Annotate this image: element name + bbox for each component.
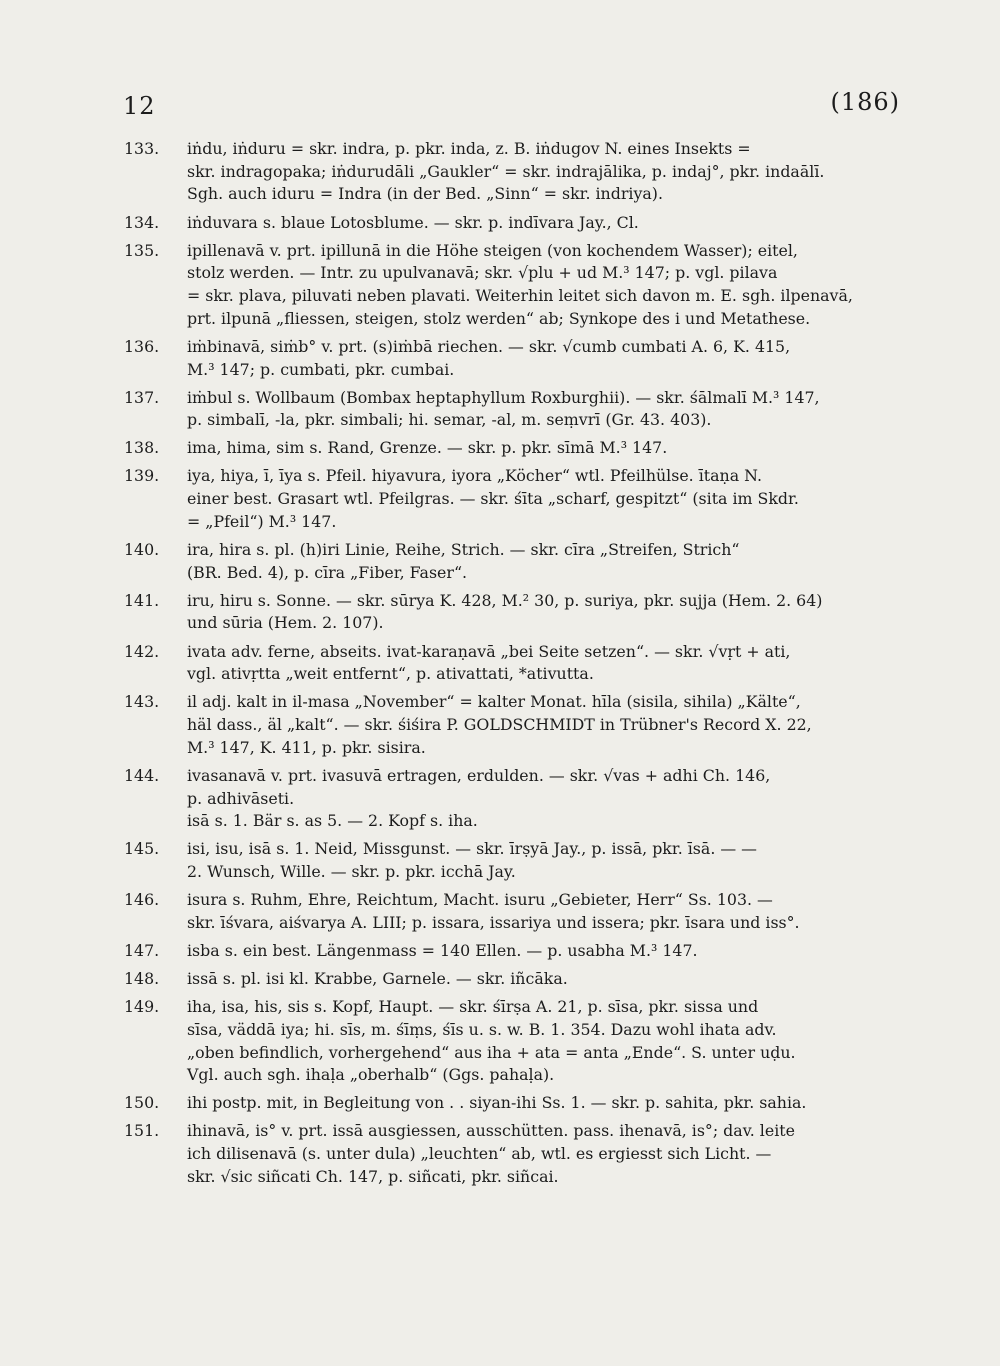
- entry-number: 144.: [124, 765, 160, 785]
- dictionary-entry: [124, 336, 909, 381]
- dictionary-entry: [124, 940, 909, 963]
- entry-number: 134.: [124, 212, 160, 232]
- entry-number: 142.: [124, 641, 160, 661]
- dictionary-entry: [124, 437, 909, 460]
- dictionary-entry: [124, 1120, 909, 1188]
- dictionary-entry: [124, 889, 909, 934]
- entry-text: iṅdu, iṅduru = skr. indra, p. pkr. inda, z. B. iṅdugov N. eines Insekts = skr. indragopaka; iṅdurudāli „Gaukler“ = skr. indrajālika, p. indaj°, pkr. indaālī. Sgh. auch iduru = Indra (in der Bed. „Sinn“ = skr. indriya).: [187, 139, 825, 204]
- dictionary-entry: [124, 590, 909, 635]
- page-number: 12: [123, 92, 156, 120]
- entry-number: 138.: [124, 438, 160, 458]
- entry-text: ivata adv. ferne, abseits. ivat-karaṇavā „bei Seite setzen“. — skr. √vṛt + ati, vgl. ativṛtta „weit entfernt“, p. ativattati, *ativutta.: [187, 641, 791, 684]
- entry-number: 139.: [124, 466, 160, 486]
- dictionary-entry: [124, 968, 909, 991]
- entry-number: 141.: [124, 590, 160, 610]
- entry-number: 147.: [124, 940, 160, 960]
- entry-text: isba s. ein best. Längenmass = 140 Ellen. — p. usabha M.³ 147.: [187, 940, 698, 960]
- entry-number: 136.: [124, 336, 160, 356]
- entry-text: issā s. pl. isi kl. Krabbe, Garnele. — skr. iñcāka.: [187, 969, 568, 989]
- dictionary-entry: [124, 765, 909, 833]
- entry-text: ihinavā, is° v. prt. issā ausgiessen, ausschütten. pass. ihenavā, is°; dav. leite ich dilisenavā (s. unter dula) „leuchten“ ab, wtl. es ergiesst sich Licht. — skr. √sic siñcati Ch. 147, p. siñcati, pkr. siñcai.: [187, 1121, 795, 1186]
- entry-number: 151.: [124, 1121, 160, 1141]
- entry-number: 140.: [124, 539, 160, 559]
- entry-text: iṁbul s. Wollbaum (Bombax heptaphyllum Roxburghii). — skr. śālmalī M.³ 147, p. simbalī, -la, pkr. simbali; hi. semar, -al, m. seṃvrī (Gr. 43. 403).: [187, 387, 820, 430]
- entry-number: 133.: [124, 139, 160, 158]
- dictionary-entry: [124, 996, 909, 1087]
- entry-number: 148.: [124, 969, 160, 989]
- dictionary-entry: [124, 641, 909, 686]
- dictionary-entry: [124, 691, 909, 759]
- dictionary-entry: [124, 138, 909, 206]
- dictionary-entries: [124, 138, 909, 1194]
- entry-number: 149.: [124, 997, 160, 1017]
- dictionary-entry: [124, 212, 909, 235]
- entry-number: 143.: [124, 692, 160, 712]
- dictionary-entry: [124, 465, 909, 533]
- entry-text: ima, hima, sim s. Rand, Grenze. — skr. p. pkr. sīmā M.³ 147.: [187, 438, 668, 458]
- dictionary-entry: [124, 539, 909, 584]
- page-number-parenthetical: (186): [830, 88, 900, 116]
- entry-number: 137.: [124, 387, 160, 407]
- entry-text: iṅduvara s. blaue Lotosblume. — skr. p. indīvara Jay., Cl.: [187, 212, 639, 232]
- entry-text: ira, hira s. pl. (h)iri Linie, Reihe, Strich. — skr. cīra „Streifen, Strich“ (BR. Bed. 4), p. cīra „Fiber, Faser“.: [187, 539, 740, 582]
- entry-text: il adj. kalt in il-masa „November“ = kalter Monat. hīla (sisila, sihila) „Kälte“, häl dass., äl „kalt“. — skr. śiśira P. GOLDSCHMIDT in Trübner's Record X. 22, M.³ 147, K. 411, p. pkr. sisira.: [187, 692, 812, 757]
- entry-text: ipillenavā v. prt. ipillunā in die Höhe steigen (von kochendem Wasser); eitel, stolz werden. — Intr. zu upulvanavā; skr. √plu + ud M.³ 147; p. vgl. pilava = skr. plava, piluvati neben plavati. Weiterhin leitet sich davon m. E. sgh. ilpenavā, prt. ilpunā „fliessen, steigen, stolz werden“ ab; Synkope des i und Metathese.: [187, 240, 853, 328]
- dictionary-entry: [124, 838, 909, 883]
- dictionary-entry: [124, 387, 909, 432]
- entry-text: ihi postp. mit, in Begleitung von . . siyan-ihi Ss. 1. — skr. p. sahita, pkr. sahia.: [187, 1093, 807, 1113]
- entry-text: iya, hiya, ī, īya s. Pfeil. hiyavura, iyora „Köcher“ wtl. Pfeilhülse. ītaṇa N. einer best. Grasart wtl. Pfeilgras. — skr. śīta „scharf, gespitzt“ (sita im Skdr. = „Pfeil“) M.³ 147.: [187, 466, 799, 531]
- entry-number: 145.: [124, 839, 160, 859]
- dictionary-entry: [124, 240, 909, 331]
- dictionary-entry: [124, 1092, 909, 1115]
- entry-text: isura s. Ruhm, Ehre, Reichtum, Macht. isuru „Gebieter, Herr“ Ss. 103. — skr. īśvara, aiśvarya A. LIII; p. issara, issariya und issera; pkr. īsara und iss°.: [187, 890, 800, 932]
- entry-number: 135.: [124, 240, 160, 260]
- entry-text: iṁbinavā, siṁb° v. prt. (s)iṁbā riechen. — skr. √cumb cumbati A. 6, K. 415, M.³ 147; p. cumbati, pkr. cumbai.: [187, 336, 791, 379]
- entry-text: iru, hiru s. Sonne. — skr. sūrya K. 428, M.² 30, p. suriya, pkr. sujja (Hem. 2. 64) und sūria (Hem. 2. 107).: [187, 590, 823, 633]
- entry-number: 150.: [124, 1093, 160, 1113]
- entry-number: 146.: [124, 890, 160, 910]
- entry-text: isi, isu, isā s. 1. Neid, Missgunst. — skr. īrṣyā Jay., p. issā, pkr. īsā. — — 2. Wunsch, Wille. — skr. p. pkr. icchā Jay.: [187, 839, 757, 882]
- entry-text: iha, isa, his, sis s. Kopf, Haupt. — skr. śīrṣa A. 21, p. sīsa, pkr. sissa und sīsa, väddā iya; hi. sīs, m. śīṃs, śīs u. s. w. B. 1. 354. Dazu wohl ihata adv. „oben befindlich, vorhergehend“ aus iha + ata = anta „Ende“. S. unter uḍu. Vgl. auch sgh. ihaḷa „oberhalb“ (Ggs. pahaḷa).: [187, 997, 796, 1085]
- entry-text: ivasanavā v. prt. ivasuvā ertragen, erdulden. — skr. √vas + adhi Ch. 146, p. adhivāseti. isā s. 1. Bär s. as 5. — 2. Kopf s. iha.: [187, 765, 771, 831]
